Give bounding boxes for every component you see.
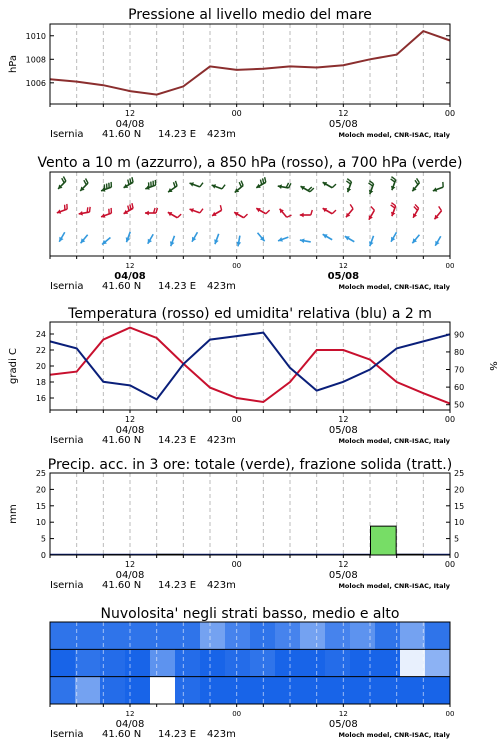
wind-barb-0-2 — [101, 182, 111, 192]
precip-longitude: 14.23 E — [158, 580, 197, 591]
wind-barb-2-15 — [391, 232, 397, 242]
pressure-xtick-label: 00 — [444, 109, 456, 118]
wind-barb-feather — [175, 181, 177, 186]
cloud-cell-alto — [275, 622, 300, 650]
clouds-title: Nuvolosita' negli strati basso, medio e alto — [100, 606, 400, 622]
cloud-cell-alto — [75, 622, 100, 650]
cloud-cell-alto — [425, 622, 450, 650]
precip-ytick-label-right: 20 — [454, 485, 465, 495]
cloud-cell-alto — [225, 622, 250, 650]
clouds-xtick-label: 12 — [338, 710, 348, 718]
clouds-xtick-label: 12 — [125, 710, 135, 718]
wind-barb-0-5 — [168, 181, 177, 192]
precip-date-label: 04/08 — [115, 570, 145, 581]
pressure-yticks — [26, 32, 450, 88]
wind-barb-1-11 — [300, 210, 313, 217]
temperature-series — [50, 328, 450, 404]
cloud-cell-basso — [200, 677, 225, 705]
wind-barb-2-12 — [323, 234, 333, 240]
clouds-cells — [50, 622, 450, 704]
precip-ytick-label: 20 — [35, 485, 46, 495]
wind-barb-feather — [350, 204, 353, 208]
cloud-cell-basso — [125, 677, 150, 705]
wind-credit: Moloch model, CNR-ISAC, Italy — [338, 283, 450, 291]
wind-barb-feather — [177, 214, 181, 218]
wind-barb-1-3 — [124, 203, 134, 214]
wind-date-label: 05/08 — [327, 271, 360, 282]
wind-barb-feather — [239, 182, 241, 187]
cloud-cell-alto — [175, 622, 200, 650]
pressure-panel — [8, 7, 455, 140]
humidity-ytick-label: 80 — [454, 347, 465, 357]
wind-barb-2-0 — [59, 232, 65, 242]
wind-barb-feather — [266, 210, 270, 214]
temperature-panel — [8, 306, 498, 446]
wind-barb-2-9 — [258, 233, 265, 241]
humidity-line — [50, 333, 450, 400]
precip-location: Isernia — [50, 580, 84, 591]
wind-barb-0-0 — [58, 177, 66, 189]
wind-footer — [50, 281, 451, 292]
wind-barb-feather — [241, 181, 243, 186]
precip-xtick-label: 00 — [231, 560, 242, 569]
humidity-ytick-label: 90 — [454, 330, 465, 340]
wind-barb-1-15 — [391, 203, 396, 216]
precip-ytick-label-right: 5 — [454, 534, 460, 544]
wind-elevation: 423m — [207, 281, 236, 292]
humidity-ytick-label: 70 — [454, 365, 465, 375]
cloud-cell-basso — [275, 677, 300, 705]
clouds-footer — [50, 729, 451, 740]
cloud-cell-basso — [150, 677, 175, 705]
wind-barb-1-1 — [79, 207, 90, 216]
cloud-cell-basso — [250, 677, 275, 705]
temperature-credit: Moloch model, CNR-ISAC, Italy — [338, 437, 450, 445]
pressure-grid — [77, 24, 424, 104]
wind-barb-1-7 — [212, 205, 222, 216]
cloud-cell-medio — [275, 649, 300, 677]
wind-barb-feather — [371, 206, 375, 210]
pressure-xtick-label: 00 — [231, 109, 242, 118]
wind-barb-0-9 — [256, 177, 266, 188]
temperature-ytick-label: 20 — [35, 362, 46, 371]
precip-ytick-label: 0 — [40, 551, 46, 560]
precip-xtick-label: 12 — [338, 560, 349, 569]
wind-barb-feather — [265, 177, 266, 182]
pressure-latitude: 41.60 N — [102, 129, 142, 140]
pressure-elevation: 423m — [207, 129, 236, 140]
cloud-cell-alto — [350, 622, 375, 650]
wind-barb-feather — [439, 206, 442, 210]
humidity-ytick-label: 50 — [454, 400, 465, 410]
wind-barb-2-17 — [435, 236, 441, 246]
wind-barb-1-17 — [434, 206, 441, 219]
cloud-cell-basso — [75, 677, 100, 705]
pressure-ytick-label: 1006 — [25, 78, 46, 88]
wind-barb-feather — [260, 180, 261, 185]
wind-barb-0-8 — [235, 181, 243, 193]
pressure-credit: Moloch model, CNR-ISAC, Italy — [338, 131, 450, 139]
wind-longitude: 14.23 E — [158, 281, 197, 292]
wind-barb-feather — [244, 214, 248, 218]
cloud-cell-basso — [175, 677, 200, 705]
wind-barb-2-16 — [412, 235, 419, 243]
cloud-cell-basso — [400, 677, 425, 705]
wind-barb-feather — [220, 205, 221, 210]
wind-barb-0-3 — [124, 177, 134, 188]
temperature-ytick-label: 22 — [35, 346, 46, 355]
precip-date-label: 05/08 — [328, 570, 358, 581]
pressure-longitude: 14.23 E — [158, 129, 197, 140]
precip-xtick-label: 00 — [444, 560, 456, 569]
precip-ytick-label-right: 10 — [454, 518, 465, 528]
temperature-xtick-label: 00 — [444, 415, 456, 424]
temperature-ylabel: gradi C — [8, 348, 19, 384]
wind-barb-0-12 — [323, 182, 336, 188]
temperature-date-label: 05/08 — [328, 425, 358, 436]
temperature-elevation: 423m — [207, 435, 236, 446]
temperature-title: Temperatura (rosso) ed umidita' relativa (blu) a 2 m — [68, 306, 432, 322]
wind-xtick-label: 12 — [125, 262, 135, 270]
wind-barb-0-10 — [278, 183, 291, 189]
wind-xtick-label: 00 — [445, 262, 455, 270]
wind-barb-2-13 — [345, 236, 355, 242]
cloud-cell-medio — [200, 649, 225, 677]
pressure-date-label: 04/08 — [115, 119, 145, 130]
wind-xaxis — [50, 256, 454, 282]
clouds-credit: Moloch model, CNR-ISAC, Italy — [338, 731, 450, 739]
wind-barb-feather — [128, 206, 129, 211]
wind-latitude: 41.60 N — [102, 281, 142, 292]
wind-barb-0-14 — [369, 181, 374, 194]
cloud-cell-medio — [250, 649, 275, 677]
cloud-cell-medio — [325, 649, 350, 677]
cloud-cell-medio — [75, 649, 100, 677]
clouds-longitude: 14.23 E — [158, 729, 197, 740]
wind-barb-0-1 — [80, 179, 88, 191]
pressure-xtick-label: 12 — [338, 109, 349, 118]
wind-panel — [37, 155, 462, 292]
temperature-xtick-label: 12 — [338, 415, 349, 424]
temperature-longitude: 14.23 E — [158, 435, 197, 446]
precip-bars — [50, 526, 450, 555]
precip-elevation: 423m — [207, 580, 236, 591]
precip-ytick-label: 15 — [35, 501, 46, 511]
wind-barb-0-6 — [190, 182, 203, 187]
cloud-cell-medio — [350, 649, 375, 677]
cloud-cell-medio — [225, 649, 250, 677]
wind-barb-1-13 — [346, 204, 353, 217]
pressure-frame — [50, 24, 450, 104]
pressure-location: Isernia — [50, 129, 84, 140]
precip-latitude: 41.60 N — [102, 580, 142, 591]
wind-barb-feather — [63, 177, 65, 182]
wind-barb-feather — [173, 182, 175, 187]
wind-barb-2-7 — [214, 234, 219, 244]
wind-barb-feather — [87, 207, 88, 212]
humidity-ytick-label: 60 — [454, 383, 465, 393]
wind-barb-feather — [332, 184, 336, 188]
wind-barb-2-11 — [300, 238, 311, 243]
humidity-yticks — [446, 330, 464, 409]
clouds-xtick-label: 00 — [445, 710, 455, 718]
wind-date-label: 04/08 — [114, 271, 146, 282]
cloud-cell-alto — [150, 622, 175, 650]
cloud-cell-medio — [175, 649, 200, 677]
clouds-date-label: 05/08 — [328, 719, 358, 730]
wind-barb-0-15 — [391, 177, 396, 190]
temperature-ytick-label: 16 — [35, 394, 46, 403]
precip-ytick-label-right: 15 — [454, 501, 465, 511]
precip-bar — [371, 526, 397, 555]
temperature-line — [50, 328, 450, 404]
precip-yticks — [36, 469, 54, 560]
clouds-xaxis — [50, 704, 454, 730]
precip-ylabel: mm — [8, 504, 19, 524]
clouds-location: Isernia — [50, 729, 84, 740]
clouds-elevation: 423m — [207, 729, 236, 740]
pressure-line — [50, 31, 450, 95]
cloud-cell-medio — [400, 649, 425, 677]
cloud-cell-basso — [300, 677, 325, 705]
cloud-cell-medio — [150, 649, 175, 677]
wind-barb-2-10 — [278, 237, 288, 242]
temperature-xaxis — [50, 410, 455, 436]
wind-barb-2-5 — [170, 236, 175, 246]
wind-barb-head — [300, 213, 304, 218]
wind-barb-1-6 — [190, 208, 203, 213]
wind-barb-0-11 — [301, 186, 314, 192]
cloud-cell-alto — [50, 622, 75, 650]
wind-barb-1-2 — [101, 208, 111, 218]
wind-barb-feather — [332, 210, 336, 214]
humidity-ylabel: % — [487, 361, 498, 371]
precip-ytick-label: 5 — [40, 534, 46, 544]
cloud-cell-basso — [225, 677, 250, 705]
clouds-panel — [50, 606, 454, 740]
temperature-date-label: 04/08 — [115, 425, 145, 436]
wind-barb-head — [145, 211, 149, 216]
wind-barb-1-16 — [413, 204, 419, 217]
pressure-date-label: 05/08 — [328, 119, 358, 130]
temperature-location: Isernia — [50, 435, 84, 446]
wind-barb-2-1 — [81, 235, 88, 243]
wind-barbs — [57, 177, 443, 247]
cloud-cell-alto — [250, 622, 275, 650]
wind-location: Isernia — [50, 281, 84, 292]
clouds-date-label: 04/08 — [115, 719, 145, 730]
wind-barb-feather — [86, 179, 88, 184]
cloud-cell-basso — [350, 677, 375, 705]
wind-barb-feather — [287, 215, 292, 217]
cloud-cell-basso — [325, 677, 350, 705]
wind-barb-2-6 — [192, 232, 198, 242]
pressure-ytick-label: 1010 — [25, 31, 46, 41]
wind-barb-feather — [132, 203, 133, 208]
wind-barb-feather — [62, 178, 64, 183]
wind-barb-0-17 — [433, 182, 443, 192]
cloud-cell-alto — [300, 622, 325, 650]
temperature-ytick-label: 24 — [35, 330, 46, 339]
pressure-ytick-label: 1008 — [25, 55, 46, 65]
cloud-cell-alto — [200, 622, 225, 650]
precip-ytick-label-right: 0 — [454, 551, 460, 560]
temperature-ytick-label: 18 — [35, 378, 46, 387]
wind-barb-1-5 — [168, 212, 181, 218]
wind-barb-1-4 — [145, 208, 158, 215]
wind-xtick-label: 12 — [338, 262, 348, 270]
cloud-cell-basso — [50, 677, 75, 705]
cloud-cell-alto — [125, 622, 150, 650]
pressure-footer — [50, 129, 451, 140]
precip-credit: Moloch model, CNR-ISAC, Italy — [338, 582, 450, 590]
temperature-footer — [50, 435, 451, 446]
wind-barb-2-4 — [148, 234, 154, 244]
pressure-ylabel: hPa — [8, 54, 19, 74]
wind-barb-feather — [311, 210, 313, 215]
cloud-cell-alto — [400, 622, 425, 650]
wind-barb-1-0 — [57, 204, 67, 214]
precip-ytick-label: 25 — [35, 469, 46, 478]
precip-ytick-label: 10 — [35, 518, 46, 528]
cloud-cell-alto — [325, 622, 350, 650]
wind-barb-feather — [132, 177, 133, 182]
cloud-cell-basso — [425, 677, 450, 705]
clouds-xtick-label: 00 — [232, 710, 242, 718]
wind-barb-feather — [200, 183, 203, 187]
clouds-latitude: 41.60 N — [102, 729, 142, 740]
cloud-cell-medio — [300, 649, 325, 677]
wind-xtick-label: 00 — [232, 262, 242, 270]
precip-xaxis — [50, 555, 455, 581]
temperature-latitude: 41.60 N — [102, 435, 142, 446]
wind-barb-1-12 — [323, 208, 336, 214]
wind-barb-feather — [90, 207, 91, 212]
cloud-cell-medio — [425, 649, 450, 677]
temperature-xtick-label: 12 — [124, 415, 136, 424]
wind-barb-feather — [200, 209, 203, 213]
wind-barb-feather — [84, 180, 86, 185]
precip-title: Precip. acc. in 3 ore: totale (verde), frazione solida (tratt.) — [47, 457, 453, 473]
pressure-title: Pressione al livello medio del mare — [128, 7, 372, 23]
temperature-xtick-label: 00 — [231, 415, 242, 424]
precip-xtick-label: 12 — [124, 560, 136, 569]
pressure-series — [50, 31, 450, 95]
wind-barb-0-7 — [212, 184, 225, 189]
precip-footer — [50, 580, 451, 591]
wind-barb-0-13 — [346, 179, 351, 192]
precip-ytick-label-right: 25 — [454, 469, 465, 478]
pressure-xtick-label: 12 — [124, 109, 136, 118]
precip-panel — [8, 457, 464, 591]
cloud-cell-medio — [50, 649, 75, 677]
wind-title: Vento a 10 m (azzurro), a 850 hPa (rosso), a 700 hPa (verde) — [37, 155, 463, 171]
wind-barb-0-16 — [412, 178, 419, 191]
wind-barb-0-4 — [145, 180, 155, 190]
wind-barb-feather — [128, 180, 129, 185]
wind-barb-feather — [222, 185, 225, 189]
pressure-xaxis — [50, 104, 455, 130]
cloud-cell-medio — [125, 649, 150, 677]
precip-yticks-right — [446, 469, 464, 560]
wind-barb-feather — [286, 183, 288, 188]
